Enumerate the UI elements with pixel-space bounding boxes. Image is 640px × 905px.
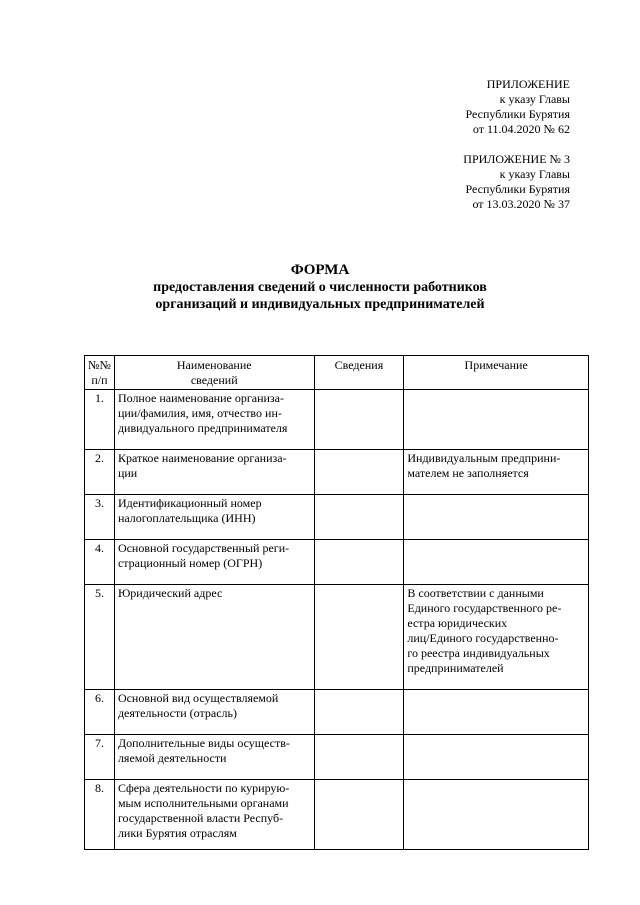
table-row [85, 450, 589, 495]
header-num-line: №№ [88, 358, 111, 372]
attachment-2-line: Республики Бурятия [465, 182, 570, 196]
row-number: 3. [85, 495, 115, 540]
row-note-cell [404, 450, 589, 495]
row-name-line: лики Бурятия отраслям [117, 826, 237, 840]
row-info-cell[interactable] [314, 450, 404, 495]
row-name-cell [114, 390, 314, 450]
row-name-line: страционный номер (ОГРН) [117, 556, 263, 570]
table-row [85, 735, 589, 780]
row-info-cell[interactable] [314, 585, 404, 690]
header-num-line: п/п [91, 373, 108, 387]
row-name-line: дивидуального предпринимателя [117, 421, 288, 435]
table-row [85, 540, 589, 585]
row-note-line: естра юридических [407, 616, 508, 630]
row-name-cell [114, 585, 314, 690]
row-note-cell [404, 390, 589, 450]
row-note-line: го реестра индивидуальных [407, 646, 550, 660]
form-title-line: предоставления сведений о численности работников [153, 280, 487, 295]
table-header-row [85, 356, 589, 390]
row-note-cell [404, 780, 589, 850]
row-number: 8. [85, 780, 115, 850]
attachment-1-line: Республики Бурятия [465, 107, 570, 121]
row-info-cell[interactable] [314, 495, 404, 540]
row-number: 5. [85, 585, 115, 690]
form-title-line: организаций и индивидуальных предпринимателей [155, 297, 485, 312]
table-row [85, 690, 589, 735]
row-name-cell [114, 450, 314, 495]
table-row [85, 390, 589, 450]
row-note-line: лиц/Единого государственно- [407, 631, 559, 645]
row-info-cell[interactable] [314, 540, 404, 585]
row-number: 1. [85, 390, 115, 450]
row-note-line: предпринимателей [407, 661, 504, 675]
table-row [85, 495, 589, 540]
row-name-line: Краткое наименование организа- [117, 451, 287, 465]
row-note-cell [404, 735, 589, 780]
row-name-line: Основной государственный реги- [117, 541, 290, 555]
row-info-cell[interactable] [314, 735, 404, 780]
row-note-line: Индивидуальным предприни- [407, 451, 561, 465]
row-note-line: Единого государственного ре- [407, 601, 562, 615]
attachment-1-line: к указу Главы [499, 92, 570, 106]
table-row [85, 780, 589, 850]
row-number: 4. [85, 540, 115, 585]
row-name-line: Дополнительные виды осуществ- [117, 736, 290, 750]
form-title-main: ФОРМА [290, 262, 350, 278]
info-table [84, 355, 589, 850]
attachment-2-line: к указу Главы [499, 167, 570, 181]
row-name-line: налогоплательщика (ИНН) [117, 511, 256, 525]
row-name-cell [114, 690, 314, 735]
header-note: Примечание [404, 356, 589, 390]
row-name-line: ции [117, 466, 138, 480]
row-name-line: Полное наименование организа- [117, 391, 284, 405]
row-name-line: государственной власти Респуб- [117, 811, 284, 825]
attachment-2-line: от 13.03.2020 № 37 [472, 197, 570, 211]
header-name-line: сведений [190, 373, 238, 387]
row-note-line: мателем не заполняется [407, 466, 529, 480]
row-info-cell[interactable] [314, 690, 404, 735]
row-name-cell [114, 495, 314, 540]
row-note-cell [404, 540, 589, 585]
row-name-line: ляемой деятельности [117, 751, 227, 765]
row-name-line: Сфера деятельности по курирую- [117, 781, 290, 795]
row-number: 6. [85, 690, 115, 735]
row-name-line: Юридический адрес [117, 586, 223, 600]
row-note-cell [404, 690, 589, 735]
header-name [114, 356, 314, 390]
row-note-cell [404, 495, 589, 540]
row-number: 2. [85, 450, 115, 495]
attachment-1-line: ПРИЛОЖЕНИЕ [486, 77, 570, 91]
form-title [0, 262, 640, 313]
header-info: Сведения [314, 356, 404, 390]
attachment-2-line: ПРИЛОЖЕНИЕ № 3 [463, 152, 570, 166]
table-row [85, 585, 589, 690]
row-info-cell[interactable] [314, 780, 404, 850]
attachment-block-1 [350, 77, 570, 137]
row-name-cell [114, 735, 314, 780]
row-name-cell [114, 540, 314, 585]
row-name-line: мым исполнительными органами [117, 796, 289, 810]
row-note-line: В соответствии с данными [407, 586, 544, 600]
attachment-block-2 [350, 152, 570, 212]
row-name-line: Основной вид осуществляемой [117, 691, 279, 705]
row-number: 7. [85, 735, 115, 780]
row-note-cell [404, 585, 589, 690]
header-name-line: Наименование [176, 358, 252, 372]
header-num [85, 356, 115, 390]
row-info-cell[interactable] [314, 390, 404, 450]
row-name-cell [114, 780, 314, 850]
row-name-line: Идентификационный номер [117, 496, 262, 510]
row-name-line: деятельности (отрасль) [117, 706, 237, 720]
row-name-line: ции/фамилия, имя, отчество ин- [117, 406, 282, 420]
attachment-1-line: от 11.04.2020 № 62 [472, 122, 570, 136]
